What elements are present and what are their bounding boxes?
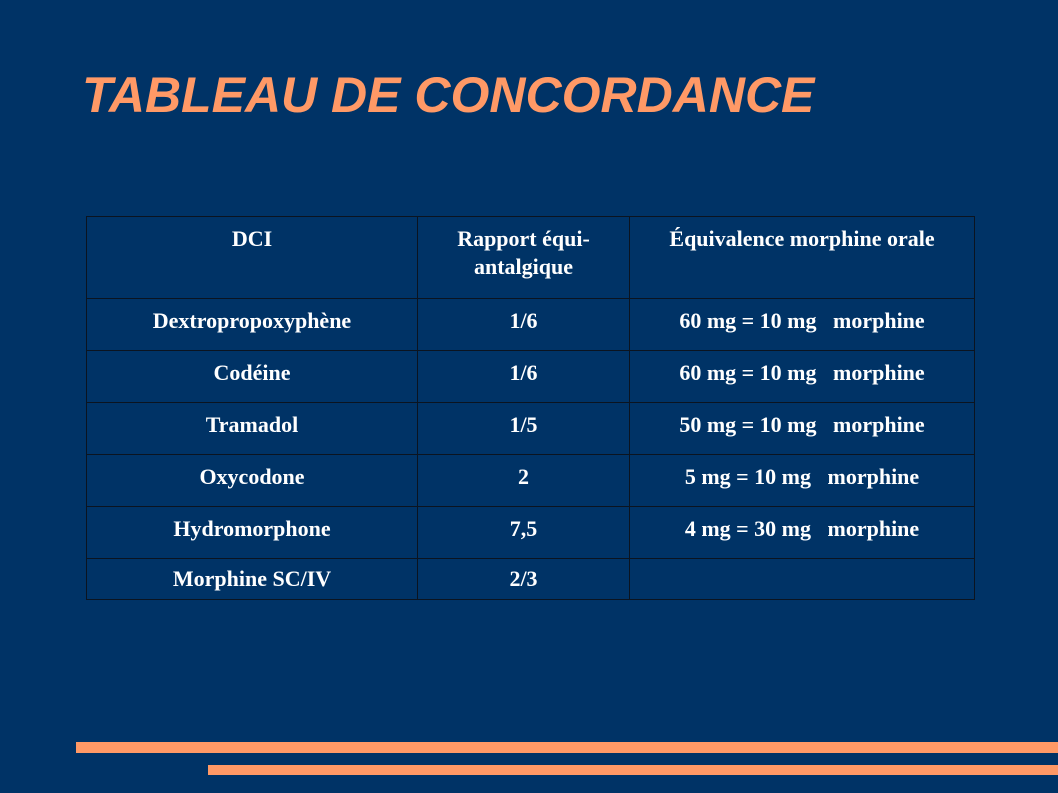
cell-equivalence: 4 mg = 30 mg morphine [630,507,975,559]
cell-ratio: 1/6 [418,351,630,403]
cell-dci: Hydromorphone [87,507,418,559]
cell-ratio: 2 [418,455,630,507]
cell-dci: Tramadol [87,403,418,455]
table-row [87,507,975,559]
header-ratio [418,217,630,299]
table-row [87,559,975,600]
cell-ratio: 2/3 [418,559,630,600]
cell-ratio: 7,5 [418,507,630,559]
header-ratio-line2: antalgique [473,254,574,279]
cell-equivalence: 60 mg = 10 mg morphine [630,351,975,403]
cell-equivalence: 60 mg = 10 mg morphine [630,299,975,351]
table-row [87,351,975,403]
cell-ratio: 1/5 [418,403,630,455]
header-ratio-line1: Rapport équi- [457,226,590,251]
cell-equivalence: 50 mg = 10 mg morphine [630,403,975,455]
decorative-bar-top [76,742,1058,753]
cell-ratio: 1/6 [418,299,630,351]
header-equivalence: Équivalence morphine orale [630,217,975,299]
cell-dci: Codéine [87,351,418,403]
cell-equivalence: 5 mg = 10 mg morphine [630,455,975,507]
table-row [87,299,975,351]
slide-title: TABLEAU DE CONCORDANCE [82,67,815,123]
table-row [87,403,975,455]
cell-equivalence [630,559,975,600]
table-header-row [87,217,975,299]
table-row [87,455,975,507]
cell-dci: Dextropropoxyphène [87,299,418,351]
concordance-table [86,216,975,600]
cell-dci: Morphine SC/IV [87,559,418,600]
cell-dci: Oxycodone [87,455,418,507]
header-dci: DCI [87,217,418,299]
decorative-bar-bottom [208,765,1058,775]
